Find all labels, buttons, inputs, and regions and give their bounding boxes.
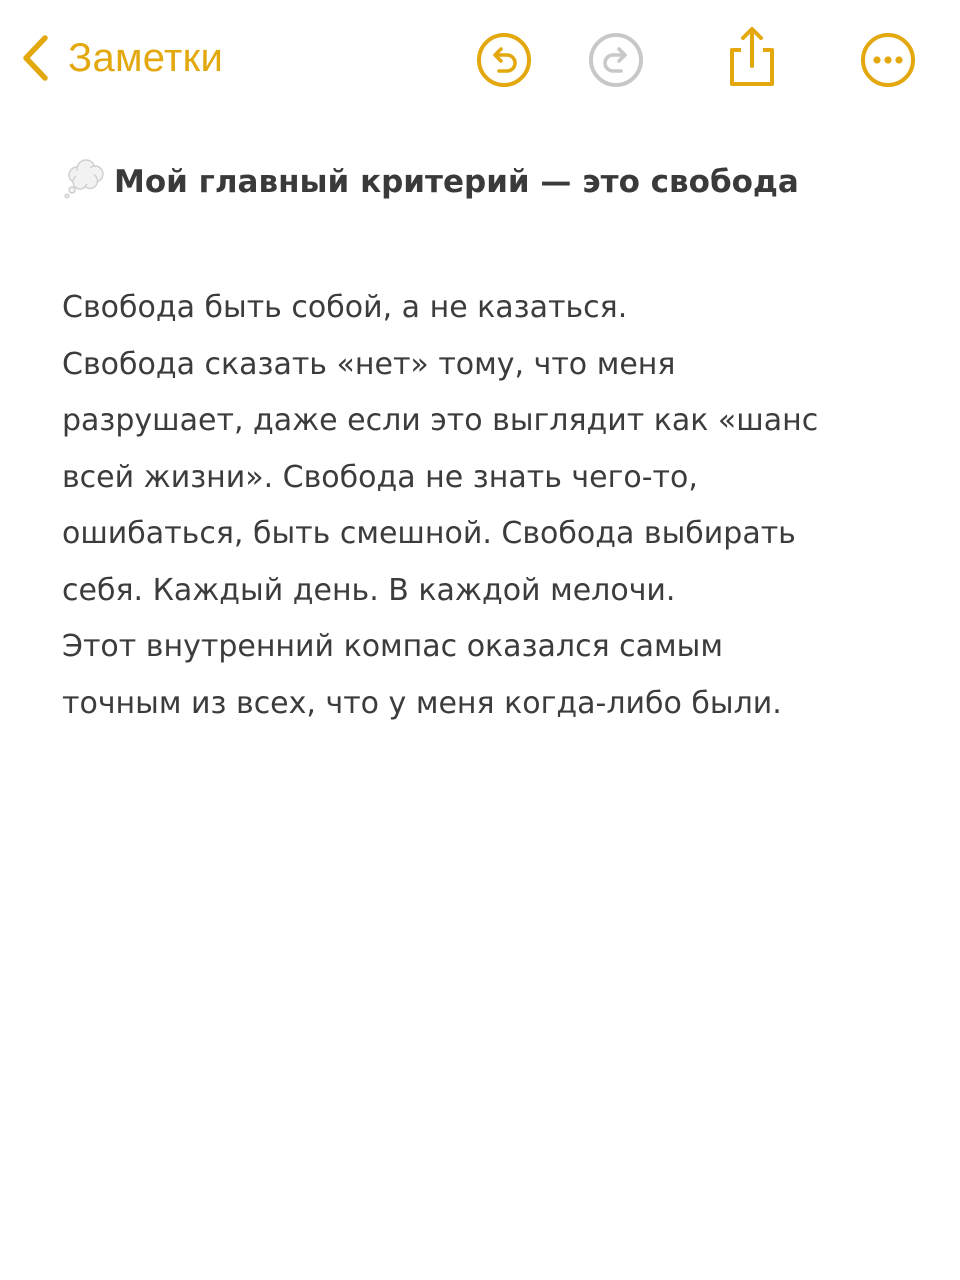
back-button[interactable] xyxy=(20,30,223,86)
share-button[interactable] xyxy=(722,24,782,90)
undo-icon xyxy=(474,30,534,90)
note-content[interactable] xyxy=(62,150,902,732)
note-title xyxy=(62,150,902,214)
note-title-text: Мой главный критерий — это свобода xyxy=(114,164,799,200)
more-button[interactable] xyxy=(858,30,918,90)
ellipsis-icon xyxy=(858,30,918,90)
chevron-left-icon xyxy=(20,33,50,83)
redo-button[interactable] xyxy=(586,30,646,90)
thought-balloon-icon xyxy=(62,155,114,209)
note-body: Свобода быть собой, а не казаться. Свобода сказать «нет» тому, что меня разрушает, даже если это выглядит как «шанс всей жизни». Свобода не знать чего-то, ошибаться, быть смешной. Свобода выбирать себя. Каждый день. В каждой мелочи. Этот внутренний компас оказался самым точным из всех, что у меня когда-либо были. xyxy=(62,290,819,721)
redo-icon xyxy=(586,30,646,90)
share-icon xyxy=(722,24,782,90)
undo-button[interactable] xyxy=(474,30,534,90)
notes-toolbar xyxy=(0,0,960,120)
back-label: Заметки xyxy=(68,35,224,80)
